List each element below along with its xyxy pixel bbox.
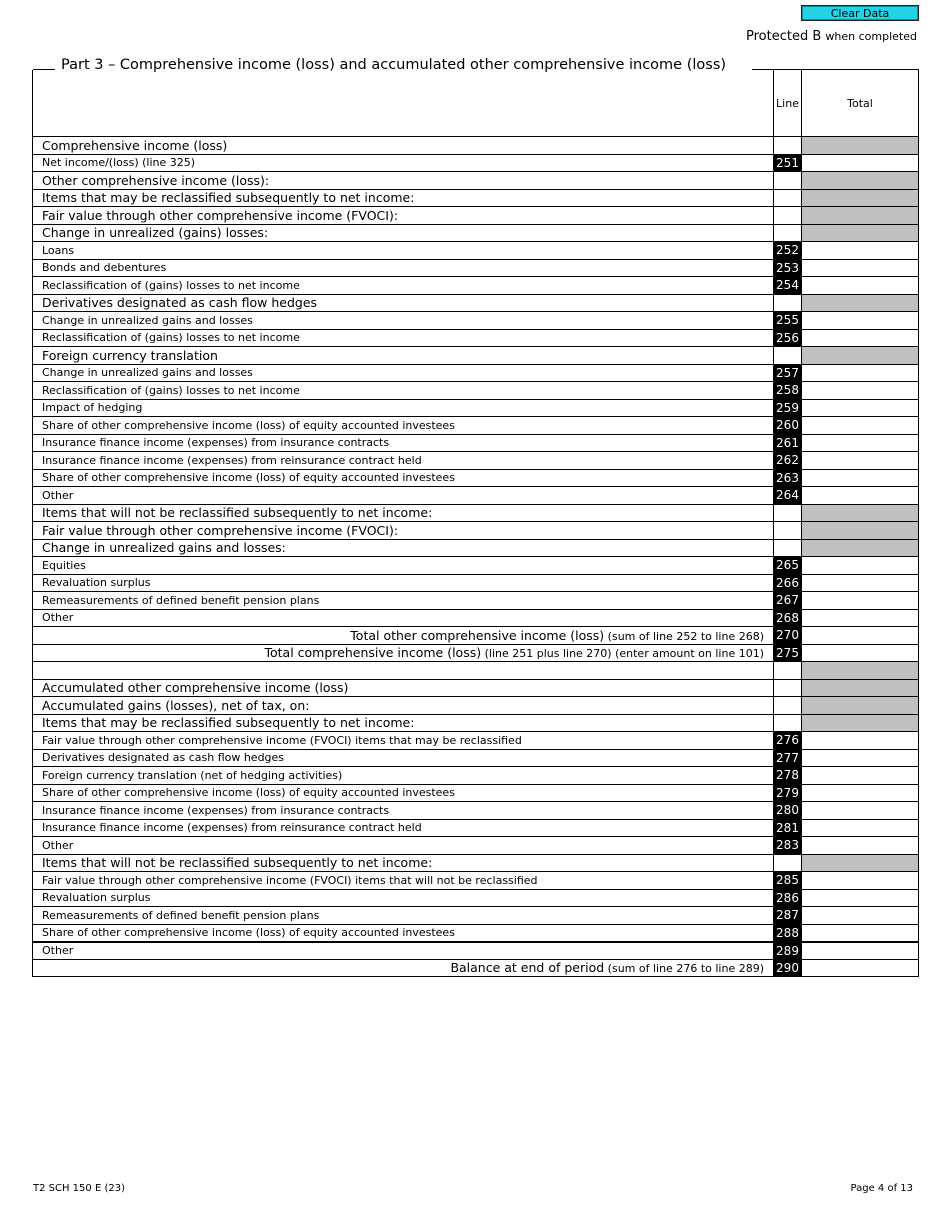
row-description bbox=[33, 137, 774, 155]
line-number: 252 bbox=[774, 242, 802, 260]
line-number: 287 bbox=[774, 907, 802, 925]
row-label: Fair value through other comprehensive income (FVOCI) items that may be reclassified bbox=[42, 733, 522, 747]
table-row bbox=[33, 662, 919, 680]
shaded-cell bbox=[802, 679, 919, 697]
row-label: Net income/(loss) (line 325) bbox=[42, 156, 196, 170]
row-description bbox=[33, 277, 774, 295]
row-description bbox=[33, 347, 774, 365]
row-description bbox=[33, 417, 774, 435]
row-label: Revaluation surplus bbox=[42, 576, 151, 590]
table-row bbox=[33, 802, 919, 820]
page-number: Page 4 of 13 bbox=[850, 1183, 913, 1194]
line-column-header: Line bbox=[774, 70, 802, 137]
row-description bbox=[33, 889, 774, 907]
row-description bbox=[33, 154, 774, 172]
table-row bbox=[33, 767, 919, 785]
line-number: 279 bbox=[774, 784, 802, 802]
row-label: Loans bbox=[42, 243, 75, 257]
row-description bbox=[33, 714, 774, 732]
amount-input-line-280[interactable] bbox=[802, 802, 919, 820]
line-number: 260 bbox=[774, 417, 802, 435]
line-number: 263 bbox=[774, 469, 802, 487]
row-label: Items that will not be reclassified subsequently to net income: bbox=[42, 855, 433, 871]
table-row bbox=[33, 312, 919, 330]
row-description bbox=[33, 469, 774, 487]
table-row bbox=[33, 889, 919, 907]
protected-small: when completed bbox=[825, 30, 917, 43]
amount-input-line-286[interactable] bbox=[802, 889, 919, 907]
table-row bbox=[33, 539, 919, 557]
row-description bbox=[33, 329, 774, 347]
table-row bbox=[33, 819, 919, 837]
line-number: 258 bbox=[774, 382, 802, 400]
line-number: 255 bbox=[774, 312, 802, 330]
table-row bbox=[33, 452, 919, 470]
protected-main: Protected B bbox=[746, 29, 822, 44]
shaded-cell bbox=[802, 522, 919, 540]
row-description bbox=[33, 259, 774, 277]
line-number: 262 bbox=[774, 452, 802, 470]
row-label: Other comprehensive income (loss): bbox=[42, 172, 270, 188]
amount-input-line-264[interactable] bbox=[802, 487, 919, 505]
row-label: Insurance finance income (expenses) from reinsurance contract held bbox=[42, 821, 422, 835]
row-label: Reclassification of (gains) losses to net income bbox=[42, 278, 300, 292]
amount-input-line-283[interactable] bbox=[802, 837, 919, 855]
table-row bbox=[33, 382, 919, 400]
amount-input-line-263[interactable] bbox=[802, 469, 919, 487]
amount-input-line-258[interactable] bbox=[802, 382, 919, 400]
table-row bbox=[33, 329, 919, 347]
table-row bbox=[33, 154, 919, 172]
row-label: Foreign currency translation bbox=[42, 347, 218, 363]
line-empty bbox=[774, 137, 802, 155]
shaded-cell bbox=[802, 189, 919, 207]
table-row bbox=[33, 504, 919, 522]
table-row bbox=[33, 942, 919, 960]
header-description-cell bbox=[33, 70, 774, 137]
row-label: Items that may be reclassified subsequently to net income: bbox=[42, 715, 415, 731]
table-row bbox=[33, 277, 919, 295]
row-description bbox=[33, 872, 774, 890]
protected-b-label bbox=[746, 29, 917, 44]
row-label: Equities bbox=[42, 558, 86, 572]
row-label: Fair value through other comprehensive income (FVOCI): bbox=[42, 522, 399, 538]
amount-input-line-276[interactable] bbox=[802, 732, 919, 750]
amount-input-line-265[interactable] bbox=[802, 557, 919, 575]
row-description bbox=[33, 924, 774, 942]
amount-input-line-268[interactable] bbox=[802, 609, 919, 627]
row-description bbox=[33, 224, 774, 242]
row-description bbox=[33, 679, 774, 697]
row-description bbox=[33, 662, 774, 680]
amount-input-line-253[interactable] bbox=[802, 259, 919, 277]
line-number: 259 bbox=[774, 399, 802, 417]
row-label: Change in unrealized gains and losses bbox=[42, 366, 253, 380]
table-row bbox=[33, 924, 919, 942]
row-label-note: (sum of line 252 to line 268) bbox=[604, 629, 764, 643]
line-number: 275 bbox=[774, 644, 802, 662]
line-empty bbox=[774, 172, 802, 190]
line-empty bbox=[774, 522, 802, 540]
row-description bbox=[33, 907, 774, 925]
table-row bbox=[33, 592, 919, 610]
clear-data-button[interactable]: Clear Data bbox=[801, 5, 919, 21]
row-label: Insurance finance income (expenses) from reinsurance contract held bbox=[42, 453, 422, 467]
row-description bbox=[33, 592, 774, 610]
row-description bbox=[33, 749, 774, 767]
row-label: Other bbox=[42, 488, 74, 502]
row-label: Total comprehensive income (loss) bbox=[264, 645, 482, 661]
amount-input-line-278[interactable] bbox=[802, 767, 919, 785]
row-description bbox=[33, 854, 774, 872]
table-row bbox=[33, 487, 919, 505]
part3-table bbox=[32, 69, 919, 977]
row-description bbox=[33, 627, 774, 645]
row-label: Change in unrealized (gains) losses: bbox=[42, 225, 269, 241]
line-number: 253 bbox=[774, 259, 802, 277]
row-label: Total other comprehensive income (loss) bbox=[350, 627, 605, 643]
amount-input-line-277[interactable] bbox=[802, 749, 919, 767]
row-description bbox=[33, 767, 774, 785]
shaded-cell bbox=[802, 294, 919, 312]
row-label: Insurance finance income (expenses) from insurance contracts bbox=[42, 436, 390, 450]
table-row bbox=[33, 644, 919, 662]
row-description bbox=[33, 207, 774, 225]
shaded-cell bbox=[802, 172, 919, 190]
amount-input-line-281[interactable] bbox=[802, 819, 919, 837]
line-number: 261 bbox=[774, 434, 802, 452]
row-label: Accumulated gains (losses), net of tax, on: bbox=[42, 697, 310, 713]
amount-input-line-289[interactable] bbox=[802, 942, 919, 960]
row-description bbox=[33, 959, 774, 977]
row-description bbox=[33, 487, 774, 505]
row-label: Items that may be reclassified subsequently to net income: bbox=[42, 190, 415, 206]
shaded-cell bbox=[802, 662, 919, 680]
row-description bbox=[33, 242, 774, 260]
line-empty bbox=[774, 539, 802, 557]
form-identifier: T2 SCH 150 E (23) bbox=[33, 1183, 125, 1194]
table-row bbox=[33, 347, 919, 365]
row-description bbox=[33, 819, 774, 837]
table-row bbox=[33, 854, 919, 872]
table-row bbox=[33, 679, 919, 697]
amount-input-line-259[interactable] bbox=[802, 399, 919, 417]
line-number: 285 bbox=[774, 872, 802, 890]
line-number: 254 bbox=[774, 277, 802, 295]
shaded-cell bbox=[802, 697, 919, 715]
line-number: 251 bbox=[774, 154, 802, 172]
row-label: Balance at end of period bbox=[450, 960, 605, 976]
row-label: Share of other comprehensive income (loss) of equity accounted investees bbox=[42, 926, 455, 939]
row-label: Share of other comprehensive income (loss) of equity accounted investees bbox=[42, 786, 455, 800]
row-description bbox=[33, 837, 774, 855]
row-description bbox=[33, 732, 774, 750]
table-row bbox=[33, 627, 919, 645]
row-description bbox=[33, 312, 774, 330]
table-row bbox=[33, 732, 919, 750]
table-row bbox=[33, 837, 919, 855]
line-empty bbox=[774, 189, 802, 207]
line-empty bbox=[774, 294, 802, 312]
row-label-note: (sum of line 276 to line 289) bbox=[604, 962, 764, 976]
line-empty bbox=[774, 714, 802, 732]
row-label: Reclassification of (gains) losses to net income bbox=[42, 383, 300, 397]
table-row bbox=[33, 557, 919, 575]
table-row bbox=[33, 364, 919, 382]
line-number: 267 bbox=[774, 592, 802, 610]
table-row bbox=[33, 294, 919, 312]
shaded-cell bbox=[802, 504, 919, 522]
table-row bbox=[33, 242, 919, 260]
row-label: Bonds and debentures bbox=[42, 261, 167, 275]
row-description bbox=[33, 504, 774, 522]
row-description bbox=[33, 189, 774, 207]
line-empty bbox=[774, 224, 802, 242]
shaded-cell bbox=[802, 714, 919, 732]
table-row bbox=[33, 224, 919, 242]
line-number: 281 bbox=[774, 819, 802, 837]
amount-input-line-267[interactable] bbox=[802, 592, 919, 610]
table-row bbox=[33, 609, 919, 627]
part-title: Part 3 – Comprehensive income (loss) and accumulated other comprehensive income (loss) bbox=[55, 57, 732, 73]
line-number: 257 bbox=[774, 364, 802, 382]
table-row bbox=[33, 574, 919, 592]
amount-input-line-266[interactable] bbox=[802, 574, 919, 592]
table-row bbox=[33, 399, 919, 417]
amount-input-line-262[interactable] bbox=[802, 452, 919, 470]
line-number: 276 bbox=[774, 732, 802, 750]
amount-input-line-257[interactable] bbox=[802, 364, 919, 382]
table-row bbox=[33, 907, 919, 925]
total-column-header: Total bbox=[802, 70, 919, 137]
line-number: 268 bbox=[774, 609, 802, 627]
table-row bbox=[33, 522, 919, 540]
row-label: Insurance finance income (expenses) from insurance contracts bbox=[42, 803, 390, 817]
table-row bbox=[33, 959, 919, 977]
row-description bbox=[33, 399, 774, 417]
amount-input-line-287[interactable] bbox=[802, 907, 919, 925]
table-row bbox=[33, 872, 919, 890]
row-description bbox=[33, 557, 774, 575]
table-row bbox=[33, 137, 919, 155]
amount-input-line-285[interactable] bbox=[802, 872, 919, 890]
row-label: Remeasurements of defined benefit pension plans bbox=[42, 593, 320, 607]
row-label: Comprehensive income (loss) bbox=[42, 137, 228, 153]
row-description bbox=[33, 942, 774, 960]
line-number: 283 bbox=[774, 837, 802, 855]
line-empty bbox=[774, 679, 802, 697]
row-description bbox=[33, 644, 774, 662]
row-label: Accumulated other comprehensive income (loss) bbox=[42, 680, 349, 696]
line-number: 290 bbox=[774, 959, 802, 977]
shaded-cell bbox=[802, 224, 919, 242]
line-number: 270 bbox=[774, 627, 802, 645]
row-label: Fair value through other comprehensive income (FVOCI) items that will not be reclassified bbox=[42, 873, 538, 887]
table-row bbox=[33, 434, 919, 452]
row-label: Share of other comprehensive income (loss) of equity accounted investees bbox=[42, 418, 455, 432]
row-label: Revaluation surplus bbox=[42, 891, 151, 905]
amount-input-line-288[interactable] bbox=[802, 924, 919, 942]
line-number: 286 bbox=[774, 889, 802, 907]
row-description bbox=[33, 452, 774, 470]
amount-input-line-254[interactable] bbox=[802, 277, 919, 295]
line-number: 264 bbox=[774, 487, 802, 505]
line-number: 266 bbox=[774, 574, 802, 592]
amount-input-line-275[interactable] bbox=[802, 644, 919, 662]
line-number: 280 bbox=[774, 802, 802, 820]
table-row bbox=[33, 207, 919, 225]
table-row bbox=[33, 417, 919, 435]
shaded-cell bbox=[802, 347, 919, 365]
amount-input-line-261[interactable] bbox=[802, 434, 919, 452]
shaded-cell bbox=[802, 854, 919, 872]
row-description bbox=[33, 172, 774, 190]
row-label-note: (line 251 plus line 270) (enter amount on line 101) bbox=[481, 647, 764, 661]
row-description bbox=[33, 294, 774, 312]
amount-input-line-255[interactable] bbox=[802, 312, 919, 330]
line-empty bbox=[774, 207, 802, 225]
line-empty bbox=[774, 854, 802, 872]
line-number: 278 bbox=[774, 767, 802, 785]
amount-input-line-252[interactable] bbox=[802, 242, 919, 260]
row-label: Foreign currency translation (net of hedging activities) bbox=[42, 768, 343, 782]
table-row bbox=[33, 749, 919, 767]
row-label: Remeasurements of defined benefit pension plans bbox=[42, 908, 320, 922]
row-label: Other bbox=[42, 611, 74, 625]
shaded-cell bbox=[802, 137, 919, 155]
shaded-cell bbox=[802, 207, 919, 225]
row-description bbox=[33, 364, 774, 382]
row-label: Other bbox=[42, 838, 74, 852]
line-empty bbox=[774, 662, 802, 680]
table-row bbox=[33, 469, 919, 487]
row-description bbox=[33, 434, 774, 452]
line-number: 289 bbox=[774, 942, 802, 960]
row-label: Share of other comprehensive income (loss) of equity accounted investees bbox=[42, 471, 455, 485]
line-number: 256 bbox=[774, 329, 802, 347]
row-description bbox=[33, 382, 774, 400]
row-label: Other bbox=[42, 944, 74, 957]
row-label: Derivatives designated as cash flow hedges bbox=[42, 295, 318, 311]
row-description bbox=[33, 574, 774, 592]
row-description bbox=[33, 522, 774, 540]
line-number: 277 bbox=[774, 749, 802, 767]
amount-input-line-279[interactable] bbox=[802, 784, 919, 802]
row-label: Items that will not be reclassified subsequently to net income: bbox=[42, 505, 433, 521]
table-row bbox=[33, 172, 919, 190]
table-row bbox=[33, 259, 919, 277]
line-empty bbox=[774, 347, 802, 365]
table-row bbox=[33, 697, 919, 715]
table-header-row bbox=[33, 70, 919, 137]
amount-input-line-251[interactable] bbox=[802, 154, 919, 172]
amount-input-line-270[interactable] bbox=[802, 627, 919, 645]
amount-input-line-256[interactable] bbox=[802, 329, 919, 347]
row-description bbox=[33, 784, 774, 802]
row-description bbox=[33, 802, 774, 820]
row-description bbox=[33, 539, 774, 557]
row-label: Change in unrealized gains and losses bbox=[42, 313, 253, 327]
table-row bbox=[33, 784, 919, 802]
row-description bbox=[33, 697, 774, 715]
table-row bbox=[33, 189, 919, 207]
line-empty bbox=[774, 697, 802, 715]
row-label: Fair value through other comprehensive income (FVOCI): bbox=[42, 207, 399, 223]
amount-input-line-260[interactable] bbox=[802, 417, 919, 435]
row-label: Change in unrealized gains and losses: bbox=[42, 540, 286, 556]
row-label: Reclassification of (gains) losses to net income bbox=[42, 331, 300, 345]
row-description bbox=[33, 609, 774, 627]
line-empty bbox=[774, 504, 802, 522]
line-number: 288 bbox=[774, 924, 802, 942]
row-label: Impact of hedging bbox=[42, 401, 143, 415]
table-row bbox=[33, 714, 919, 732]
line-number: 265 bbox=[774, 557, 802, 575]
shaded-cell bbox=[802, 539, 919, 557]
amount-input-line-290[interactable] bbox=[802, 959, 919, 977]
row-label: Derivatives designated as cash flow hedges bbox=[42, 751, 285, 765]
